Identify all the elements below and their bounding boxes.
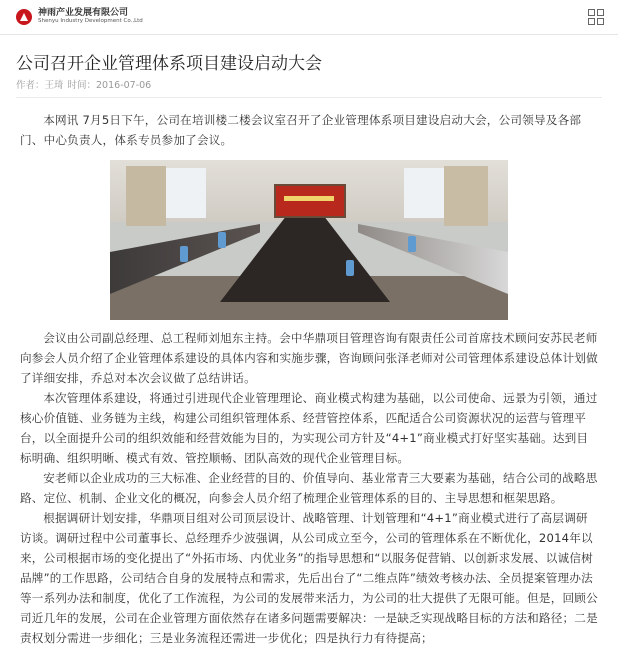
article-meta xyxy=(16,77,602,91)
brand[interactable] xyxy=(16,9,143,25)
photo-curtain-right xyxy=(444,166,488,226)
photo-water-bottle xyxy=(218,232,226,248)
photo-water-bottle xyxy=(346,260,354,276)
article-time: 时间：2016-07-06 xyxy=(67,80,152,91)
photo-window-right xyxy=(404,168,444,218)
top-bar xyxy=(0,0,618,35)
company-logo-icon xyxy=(16,9,32,25)
meeting-photo xyxy=(110,160,508,320)
photo-water-bottle xyxy=(180,246,188,262)
photo-projection-screen xyxy=(274,184,346,218)
photo-water-bottle xyxy=(408,236,416,252)
grid-menu-icon[interactable] xyxy=(588,9,604,25)
paragraph-4: 安老师以企业成功的三大标准、企业经营的目的、价值导向、基业常青三大要素为基础，结合公司的战略思路、定位、机制、企业文化的概况，向参会人员介绍了梳理企业管理体系的目的、主导思想和框架思路。 xyxy=(20,471,598,505)
title-divider xyxy=(16,97,602,98)
paragraph-2: 会议由公司副总经理、总工程师刘旭东主持。会中华鼎项目管理咨询有限责任公司首席技术顾问安苏民老师向参会人员介绍了企业管理体系建设的具体内容和实施步骤，咨询顾问张泽老师对公司管理体系建设总体计划做了详细安排，乔总对本次会议做了总结讲话。 xyxy=(20,331,598,385)
brand-text xyxy=(38,9,143,24)
paragraph-5: 根据调研计划安排，华鼎项目组对公司顶层设计、战略管理、计划管理和“4+1”商业模式进行了高层调研访谈。调研过程中公司董事长、总经理乔少波强调，从公司成立至今，公司的管理体系在不断优化，2014年以来，公司根据市场的变化提出了“外拓市场、内优业务”的指导思想和“以服务促营销、以创新求发展、以诚信树品牌”的工作思路，公司结合自身的发展特点和需求，先后出台了“二维点阵”绩效考核办法、全员提案管理办法等一系列办法和制度，优化了工作流程，为公司的发展带来活力，为公司的壮大提供了无限可能。但是，回顾公司近几年的发展，公司在企业管理方面依然存在诸多问题需要解决：一是缺乏实现战略目标的方法和路径；二是责权划分需进一步细化；三是业务流程还需进一步优化；四是执行力有待提高； xyxy=(20,511,598,645)
paragraph-1: 本网讯 7月5日下午，公司在培训楼二楼会议室召开了企业管理体系项目建设启动大会，公司领导及各部门、中心负责人，体系专员参加了会议。 xyxy=(20,113,582,147)
photo-window-left xyxy=(166,168,206,218)
paragraph-3: 本次管理体系建设，将通过引进现代企业管理理论、商业模式构建为基础，以公司使命、远景为引领，通过核心价值链、业务链为主线，构建公司组织管理体系、经营管控体系，匹配适合公司资源状况的运营与管理平台，以全面提升公司的组织效能和经营效能为目的，为实现公司方针及“4+1”商业模式打好坚实基础。达到目标明确、组织明晰、模式有效、管控顺畅、团队高效的现代企业管理目标。 xyxy=(20,391,598,465)
brand-name-en: Shenyu Industry Development Co.,Ltd xyxy=(38,17,143,24)
article-author: 作者：王琦 xyxy=(16,80,64,91)
brand-name-cn: 神雨产业发展有限公司 xyxy=(38,8,129,19)
photo-curtain-left xyxy=(126,166,166,226)
article-title: 公司召开企业管理体系项目建设启动大会 xyxy=(16,54,322,74)
